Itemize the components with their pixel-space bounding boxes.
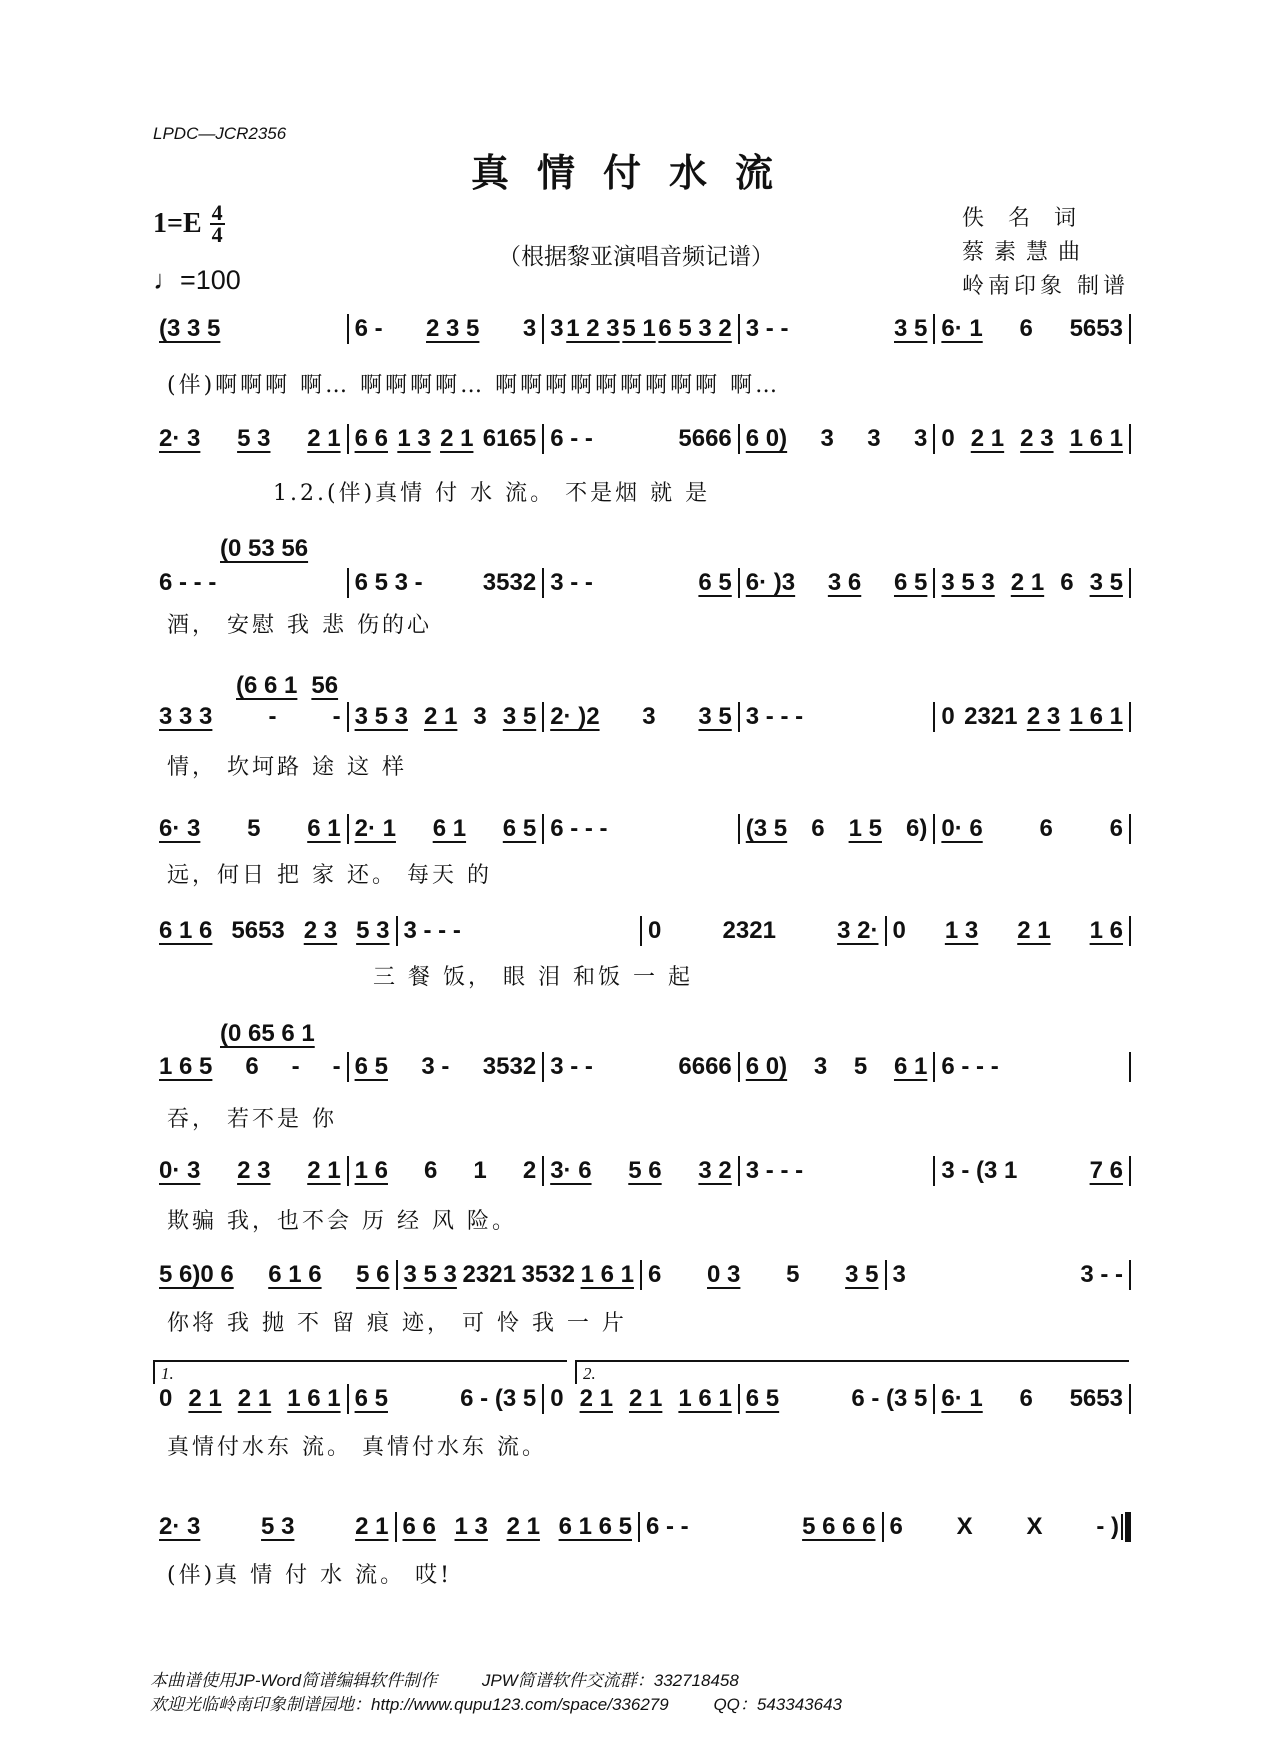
note-group: 2 1 <box>237 1385 272 1412</box>
note-group: 6 <box>245 1053 259 1080</box>
note-group: 3 - - - <box>745 703 804 730</box>
measure <box>935 569 1129 597</box>
lyrics-line: (伴)啊啊啊 啊… 啊啊啊啊… 啊啊啊啊啊啊啊啊啊 啊… <box>167 373 781 398</box>
barline <box>1129 1156 1131 1186</box>
volta-second-ending: 2. <box>575 1360 1129 1384</box>
note-group: 2 1 <box>579 1385 613 1412</box>
measure <box>349 1053 543 1081</box>
measure <box>935 1385 1129 1413</box>
measure <box>740 1053 934 1081</box>
note-group: 2 1 <box>970 425 1005 452</box>
time-numerator: 4 <box>211 200 223 225</box>
notation-system <box>153 314 1131 344</box>
note-group: 6 <box>648 1261 662 1288</box>
note-group: 6 6 <box>402 1513 436 1540</box>
note-group: 2321 <box>964 703 1018 730</box>
measure <box>153 703 347 731</box>
measure <box>349 1157 543 1185</box>
note-group: 5666 <box>678 425 732 452</box>
note-group: 5 6 6 6 <box>802 1513 876 1540</box>
lyrics-line: 情， 坎坷路 途 这 样 <box>167 755 407 780</box>
note-group: 3 - - <box>745 315 789 342</box>
note-group: 2 3 <box>1026 703 1061 730</box>
measure <box>887 917 1130 945</box>
footer-qq: QQ：543343643 <box>713 1695 842 1714</box>
tempo-mark: ♩=100 <box>153 265 241 295</box>
notation-system <box>153 1384 1131 1414</box>
notation-system <box>153 1156 1131 1186</box>
measure <box>349 815 543 843</box>
lyricist: 佚名词 <box>962 206 1101 231</box>
note-group: 3 2· <box>837 917 879 944</box>
lyrics-line: 欺骗 我，也不会 历 经 风 险。 <box>167 1209 517 1234</box>
note-group: (3 3 5 <box>159 315 221 342</box>
note-group: X <box>956 1513 973 1540</box>
note-group: - ) <box>1096 1513 1119 1540</box>
measure <box>935 425 1129 453</box>
note-group: 0· 6 <box>941 815 983 842</box>
barline <box>1129 702 1131 732</box>
lyrics-line: 你将 我 抛 不 留 痕 迹， 可 怜 我 一 片 <box>167 1311 627 1336</box>
key-label: 1=E <box>153 208 202 239</box>
note-group: 5 3 <box>237 425 271 452</box>
note-group: 2321 <box>462 1261 516 1288</box>
note-group: 1 3 <box>944 917 979 944</box>
note-group: 6 1 <box>893 1053 928 1080</box>
note-group: 3 - - <box>1080 1261 1123 1288</box>
note-group: 6 - (3 5 <box>460 1385 537 1412</box>
footer-group: JPW简谱软件交流群：332718458 <box>481 1671 739 1690</box>
note-group: 1 5 <box>848 815 882 842</box>
intro-note-group: (0 53 56 <box>220 535 309 562</box>
note-group: 6 5 <box>354 1385 388 1412</box>
note-group: 6 6 <box>354 425 388 452</box>
note-group: 5 <box>786 1261 800 1288</box>
notation-system <box>153 1052 1131 1082</box>
note-group: 2 1 <box>440 425 474 452</box>
accompaniment-intro <box>220 1020 329 1048</box>
note-group: 3 3 3 <box>159 703 213 730</box>
barline <box>1129 1052 1131 1082</box>
intro-note-group: (0 65 6 1 <box>220 1020 315 1047</box>
note-group: 3· 6 <box>550 1157 592 1184</box>
note-group: 6 5 <box>745 1385 780 1412</box>
note-group: 5 6 <box>356 1261 390 1288</box>
note-group: 3 2 <box>698 1157 732 1184</box>
barline <box>1129 314 1131 344</box>
measure <box>544 1053 738 1081</box>
credits <box>962 202 1129 304</box>
note-group: 5 6 <box>628 1157 662 1184</box>
note-group: 6· )3 <box>745 569 796 596</box>
note-group: 2 1 <box>506 1513 540 1540</box>
measure <box>153 1261 396 1289</box>
note-group: 2· 1 <box>354 815 396 842</box>
note-group: 0 <box>941 425 955 452</box>
note-group: - <box>291 1053 300 1080</box>
note-group: 0 <box>550 1385 564 1412</box>
note-group: 6 5 3 - <box>354 569 423 596</box>
note-group: 2· 3 <box>159 1513 201 1540</box>
note-group: 6· 1 <box>941 315 983 342</box>
note-group: 6 1 6 <box>268 1261 322 1288</box>
note-group: 7 6 <box>1089 1157 1123 1184</box>
note-group: 6· 1 <box>941 1385 983 1412</box>
note-group: 5 6)0 6 <box>159 1261 234 1288</box>
measure <box>544 703 738 731</box>
measure <box>642 1261 885 1289</box>
note-group: 5 3 <box>356 917 390 944</box>
note-group: 6 5 <box>698 569 732 596</box>
note-group: 2 1 <box>424 703 458 730</box>
note-group: 0 <box>941 703 955 730</box>
note-group: 1 3 <box>454 1513 488 1540</box>
note-group: 2 1 <box>1017 917 1051 944</box>
measure <box>740 569 934 597</box>
lyrics-line: 三 餐 饭， 眼 泪 和饭 一 起 <box>373 965 693 990</box>
note-group: 0 3 <box>707 1261 741 1288</box>
note-group: 3 <box>867 425 881 452</box>
lyrics-line: 酒， 安慰 我 悲 伤的心 <box>167 613 432 638</box>
notation-system <box>153 814 1131 844</box>
note-group: 6· 3 <box>159 815 201 842</box>
note-group: 3 <box>522 315 537 342</box>
note-group: 1 6 1 <box>1069 703 1123 730</box>
note-group: 3 - (3 1 <box>941 1157 1018 1184</box>
notation-system <box>153 1512 1131 1542</box>
note-group: 6 5 <box>893 569 928 596</box>
note-group: 6 0) <box>745 425 788 452</box>
note-group: 2 1 <box>307 425 341 452</box>
note-group: 3 5 3 <box>354 703 408 730</box>
barline <box>1129 424 1131 454</box>
volta-first-ending: 1. <box>153 1360 567 1384</box>
measure <box>544 815 738 843</box>
note-group: 6 <box>889 1513 903 1540</box>
note-group: 5653 <box>231 917 285 944</box>
note-group: 3 - <box>421 1053 450 1080</box>
measure <box>349 1385 543 1413</box>
note-group: 6 - - - <box>941 1053 999 1080</box>
note-group: - <box>332 703 341 730</box>
note-group: 3532 <box>482 1053 537 1080</box>
note-group: 6 <box>1039 815 1053 842</box>
note-group: 6 1 6 <box>159 917 213 944</box>
note-group: 5 <box>247 815 261 842</box>
measure <box>153 1385 347 1413</box>
arranger: 岭南印象 制谱 <box>962 274 1129 299</box>
note-group: 3 <box>550 315 564 342</box>
subtitle: （根据黎亚演唱音频记谱） <box>498 244 774 270</box>
note-group: 6 <box>1019 1385 1033 1412</box>
note-group: 3 5 <box>845 1261 879 1288</box>
measure <box>349 569 543 597</box>
note-group: 1 6 1 <box>678 1385 732 1412</box>
note-group: 3 6 <box>827 569 862 596</box>
note-group: 2· )2 <box>550 703 600 730</box>
note-group: 6 - <box>354 315 383 342</box>
note-group: 1 3 <box>397 425 431 452</box>
note-group: 6 0) <box>745 1053 788 1080</box>
note-group: 5653 <box>1069 1385 1123 1412</box>
measure <box>397 1513 639 1541</box>
note-group: 3 <box>642 703 656 730</box>
note-group: 2321 <box>722 917 776 944</box>
note-group: 1 6 1 <box>287 1385 341 1412</box>
measure <box>884 1513 1126 1541</box>
note-group: 6 <box>1109 815 1123 842</box>
note-group: 6 <box>811 815 825 842</box>
note-group: 0· 3 <box>159 1157 201 1184</box>
note-group: 2 3 <box>1020 425 1054 452</box>
note-group: 6 <box>1019 315 1033 342</box>
measure <box>153 815 347 843</box>
note-group: 3 - - - <box>745 1157 804 1184</box>
note-group: 1 6 1 <box>580 1261 634 1288</box>
note-group: 3 5 <box>1089 569 1123 596</box>
measure <box>153 1157 347 1185</box>
note-group: 2 3 <box>237 1157 271 1184</box>
note-group: 2 1 <box>188 1385 222 1412</box>
measure <box>935 1053 1129 1081</box>
measure <box>153 917 396 945</box>
measure <box>153 569 347 597</box>
note-group: 1 <box>473 1157 487 1184</box>
footer-line-2 <box>150 1690 882 1715</box>
note-group: 2 1 <box>1010 569 1045 596</box>
measure <box>544 315 738 343</box>
note-group: 6666 <box>678 1053 732 1080</box>
measure <box>640 1513 882 1541</box>
note-group: 6 5 <box>354 1053 388 1080</box>
measure <box>935 815 1129 843</box>
time-denominator: 4 <box>211 222 223 247</box>
note-group: 2· 3 <box>159 425 201 452</box>
intro-note-group: 56 <box>311 672 339 699</box>
notation-system <box>153 916 1131 946</box>
note-group: 3 <box>820 425 834 452</box>
note-group: 2 3 5 <box>426 315 480 342</box>
measure <box>740 703 934 731</box>
score-code: LPDC—JCR2356 <box>153 124 287 143</box>
barline <box>1129 916 1131 946</box>
note-group: 6 1 6 5 <box>558 1513 632 1540</box>
composer: 蔡素慧曲 <box>962 240 1091 265</box>
barline <box>1129 1384 1131 1414</box>
note-group: 3 <box>473 703 487 730</box>
measure <box>740 425 934 453</box>
measure <box>398 917 641 945</box>
note-group: 2 3 <box>303 917 338 944</box>
note-group: 5653 <box>1069 315 1123 342</box>
note-group: 3532 <box>482 569 537 596</box>
lyrics-line: (伴)真 情 付 水 流。 哎! <box>167 1563 452 1588</box>
note-group: 3532 <box>521 1261 575 1288</box>
note-group: 0 <box>159 1385 173 1412</box>
measure <box>349 425 543 453</box>
note-group: 1 6 1 <box>1069 425 1123 452</box>
note-group: 6 - - - <box>159 569 217 596</box>
note-group: X <box>1026 1513 1043 1540</box>
lyrics-line: 真情付水东 流。 真情付水东 流。 <box>167 1435 547 1460</box>
measure <box>544 425 738 453</box>
measure <box>935 1157 1129 1185</box>
note-group: 3 5 <box>894 315 928 342</box>
note-group: 6) <box>906 815 928 842</box>
page-title: 真情付水流 <box>470 150 801 195</box>
note-group: 0 <box>892 917 906 944</box>
notation-system <box>153 424 1131 454</box>
measure <box>642 917 885 945</box>
accompaniment-intro <box>220 535 322 563</box>
note-group: 2 1 <box>628 1385 663 1412</box>
measure <box>544 569 738 597</box>
notation-system <box>153 568 1131 598</box>
note-group: - <box>332 1053 341 1080</box>
note-group: 5 1 <box>622 315 656 342</box>
lyrics-line: 1.2.(伴)真情 付 水 流。 不是烟 就 是 <box>273 481 711 506</box>
note-group: 5 3 <box>261 1513 295 1540</box>
measure <box>398 1261 641 1289</box>
note-group: 1 6 5 <box>159 1053 213 1080</box>
barline <box>1129 814 1131 844</box>
measure <box>544 1157 738 1185</box>
note-group: 6 - - <box>646 1513 689 1540</box>
note-group: 3 <box>913 425 928 452</box>
footer-line-1 <box>150 1666 779 1691</box>
note-group: 6 - - - <box>550 815 608 842</box>
note-group: 2 1 <box>307 1157 341 1184</box>
measure <box>740 1157 934 1185</box>
note-group: 1 6 <box>1089 917 1123 944</box>
notation-system <box>153 702 1131 732</box>
note-group: 6 <box>424 1157 438 1184</box>
note-group: (3 5 <box>745 815 788 842</box>
lyrics-line: 远，何日 把 家 还。 每天 的 <box>167 863 492 888</box>
note-group: 6 5 <box>502 815 537 842</box>
measure <box>740 815 934 843</box>
measure <box>153 1513 395 1541</box>
measure <box>349 703 543 731</box>
measure <box>887 1261 1130 1289</box>
measure <box>740 1385 934 1413</box>
measure <box>544 1385 738 1413</box>
note-group: 3 5 <box>698 703 732 730</box>
note-group: 6 5 3 2 <box>658 315 732 342</box>
measure <box>153 315 347 343</box>
accompaniment-intro <box>236 672 352 700</box>
barline <box>1129 1260 1131 1290</box>
note-group: 2 1 <box>355 1513 389 1540</box>
measure <box>740 315 934 343</box>
barline <box>1125 1512 1131 1542</box>
notation-system <box>153 1260 1131 1290</box>
measure <box>153 1053 347 1081</box>
note-group: 6 1 <box>307 815 341 842</box>
note-group: 3 - - <box>550 569 593 596</box>
note-group: 6 1 <box>432 815 467 842</box>
note-group: 5 <box>853 1053 868 1080</box>
note-group: 2 <box>522 1157 537 1184</box>
measure <box>935 315 1129 343</box>
lyrics-line: 吞， 若不是 你 <box>167 1107 337 1132</box>
note-group: 6 - - <box>550 425 593 452</box>
note-group: 3 - - - <box>403 917 461 944</box>
note-group: 1 6 <box>354 1157 388 1184</box>
note-group: 3 <box>892 1261 906 1288</box>
note-group: 3 5 <box>502 703 537 730</box>
note-group: 1 2 3 <box>566 315 620 342</box>
note-group: 3 - - <box>550 1053 593 1080</box>
barline <box>1129 568 1131 598</box>
measure <box>935 703 1129 731</box>
footer-website: 欢迎光临岭南印象制谱园地：http://www.qupu123.com/space/336279 <box>150 1695 669 1714</box>
intro-note-group: (6 6 1 <box>236 672 298 699</box>
measure <box>153 425 347 453</box>
note-group: 3 5 3 <box>941 569 995 596</box>
note-group: 6 - (3 5 <box>851 1385 928 1412</box>
note-group: 3 5 3 <box>403 1261 457 1288</box>
note-group: - <box>268 703 277 730</box>
note-group: 6165 <box>482 425 537 452</box>
note-group: 6 <box>1060 569 1074 596</box>
note-group: 0 <box>648 917 662 944</box>
footer-software: 本曲谱使用JP-Word简谱编辑软件制作 <box>150 1671 438 1690</box>
note-group: 3 <box>813 1053 828 1080</box>
measure <box>349 315 543 343</box>
